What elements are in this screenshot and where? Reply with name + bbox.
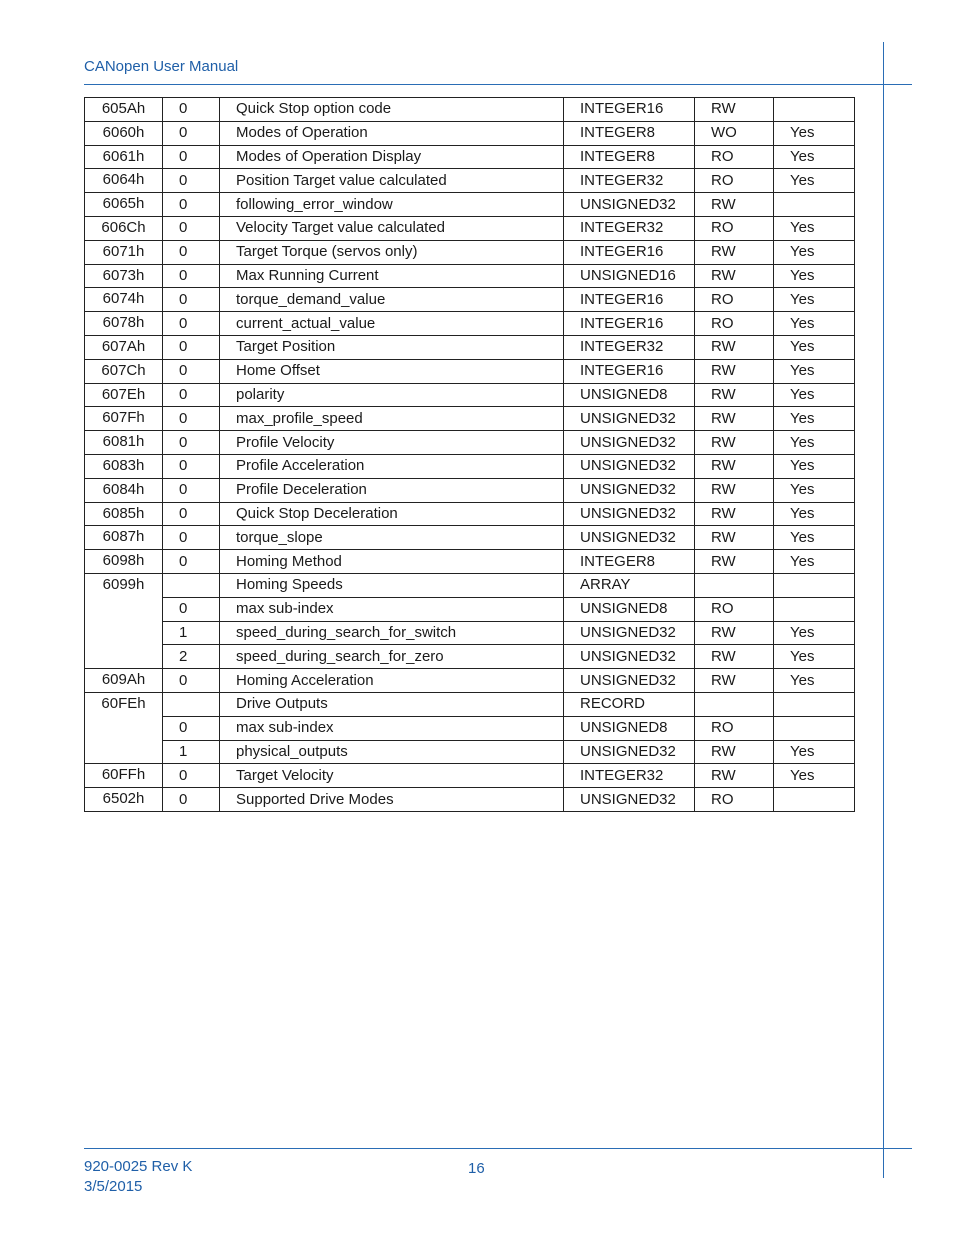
cell-name: max sub-index — [220, 716, 564, 740]
cell-name: Drive Outputs — [220, 692, 564, 716]
table-row — [85, 169, 855, 193]
cell-subindex: 0 — [163, 98, 220, 122]
cell-access: RW — [695, 764, 774, 788]
cell-index: 6085h — [85, 502, 163, 526]
cell-data-type: UNSIGNED32 — [564, 407, 695, 431]
table-row — [85, 716, 855, 740]
table-body — [85, 98, 855, 812]
table-row — [85, 478, 855, 502]
table-row — [85, 431, 855, 455]
cell-mappable: Yes — [774, 526, 855, 550]
cell-index: 6098h — [85, 550, 163, 574]
cell-index: 6060h — [85, 121, 163, 145]
cell-name: Position Target value calculated — [220, 169, 564, 193]
cell-access — [695, 692, 774, 716]
cell-index: 60FFh — [85, 764, 163, 788]
cell-access: RO — [695, 145, 774, 169]
cell-data-type: INTEGER16 — [564, 288, 695, 312]
table-row — [85, 264, 855, 288]
cell-data-type: INTEGER8 — [564, 550, 695, 574]
cell-data-type: INTEGER32 — [564, 764, 695, 788]
cell-access: RO — [695, 788, 774, 812]
cell-index: 607Ch — [85, 359, 163, 383]
cell-index: 6074h — [85, 288, 163, 312]
cell-data-type: INTEGER16 — [564, 312, 695, 336]
cell-name: Target Position — [220, 335, 564, 359]
cell-mappable: Yes — [774, 669, 855, 693]
cell-subindex: 0 — [163, 383, 220, 407]
cell-name: Profile Velocity — [220, 431, 564, 455]
cell-mappable: Yes — [774, 359, 855, 383]
cell-name: torque_slope — [220, 526, 564, 550]
cell-access: RW — [695, 431, 774, 455]
table-row — [85, 383, 855, 407]
cell-subindex: 0 — [163, 240, 220, 264]
cell-index: 6502h — [85, 788, 163, 812]
cell-subindex: 2 — [163, 645, 220, 669]
cell-subindex: 0 — [163, 788, 220, 812]
footer-date: 3/5/2015 — [84, 1178, 143, 1195]
cell-mappable: Yes — [774, 645, 855, 669]
cell-data-type: UNSIGNED32 — [564, 669, 695, 693]
cell-data-type: INTEGER8 — [564, 121, 695, 145]
cell-access: RW — [695, 526, 774, 550]
object-dictionary-table — [84, 97, 855, 812]
table-row — [85, 288, 855, 312]
table-row — [85, 764, 855, 788]
cell-subindex: 0 — [163, 145, 220, 169]
cell-index: 6081h — [85, 431, 163, 455]
cell-mappable — [774, 98, 855, 122]
cell-access: RW — [695, 502, 774, 526]
cell-subindex: 0 — [163, 121, 220, 145]
cell-mappable: Yes — [774, 478, 855, 502]
cell-name: Velocity Target value calculated — [220, 216, 564, 240]
cell-index: 607Fh — [85, 407, 163, 431]
cell-subindex: 1 — [163, 740, 220, 764]
cell-subindex: 0 — [163, 288, 220, 312]
table-row — [85, 193, 855, 217]
cell-name: Modes of Operation Display — [220, 145, 564, 169]
cell-mappable — [774, 716, 855, 740]
cell-subindex: 1 — [163, 621, 220, 645]
cell-index: 605Ah — [85, 98, 163, 122]
cell-access: RO — [695, 169, 774, 193]
cell-access: RO — [695, 597, 774, 621]
cell-name: Quick Stop Deceleration — [220, 502, 564, 526]
cell-mappable: Yes — [774, 216, 855, 240]
table-row — [85, 407, 855, 431]
cell-index: 6065h — [85, 193, 163, 217]
cell-data-type: UNSIGNED8 — [564, 597, 695, 621]
cell-index: 607Ah — [85, 335, 163, 359]
table-row — [85, 597, 855, 621]
cell-data-type: UNSIGNED8 — [564, 716, 695, 740]
cell-name: Homing Acceleration — [220, 669, 564, 693]
table-row — [85, 526, 855, 550]
cell-access: RW — [695, 240, 774, 264]
cell-subindex: 0 — [163, 359, 220, 383]
cell-access: RW — [695, 645, 774, 669]
cell-data-type: ARRAY — [564, 573, 695, 597]
cell-access: RO — [695, 716, 774, 740]
cell-name: current_actual_value — [220, 312, 564, 336]
cell-access: RW — [695, 669, 774, 693]
cell-subindex: 0 — [163, 526, 220, 550]
cell-access: RW — [695, 335, 774, 359]
cell-mappable: Yes — [774, 312, 855, 336]
table-row — [85, 788, 855, 812]
cell-mappable: Yes — [774, 169, 855, 193]
table-row — [85, 645, 855, 669]
cell-data-type: INTEGER16 — [564, 240, 695, 264]
cell-access: RW — [695, 98, 774, 122]
cell-data-type: INTEGER8 — [564, 145, 695, 169]
cell-access: RW — [695, 550, 774, 574]
cell-subindex: 0 — [163, 550, 220, 574]
cell-index: 606Ch — [85, 216, 163, 240]
table-row — [85, 335, 855, 359]
cell-name: torque_demand_value — [220, 288, 564, 312]
cell-data-type: INTEGER32 — [564, 216, 695, 240]
cell-access: RW — [695, 193, 774, 217]
cell-data-type: INTEGER16 — [564, 98, 695, 122]
cell-data-type: UNSIGNED8 — [564, 383, 695, 407]
cell-subindex: 0 — [163, 407, 220, 431]
table-row — [85, 502, 855, 526]
cell-mappable: Yes — [774, 550, 855, 574]
cell-name: Profile Acceleration — [220, 454, 564, 478]
page-header-title: CANopen User Manual — [84, 58, 239, 75]
cell-access: WO — [695, 121, 774, 145]
cell-mappable: Yes — [774, 431, 855, 455]
table-row — [85, 312, 855, 336]
cell-mappable: Yes — [774, 121, 855, 145]
cell-name: Target Torque (servos only) — [220, 240, 564, 264]
cell-subindex — [163, 692, 220, 716]
footer-doc-number: 920-0025 Rev K — [84, 1158, 193, 1175]
cell-data-type: INTEGER32 — [564, 169, 695, 193]
page-number: 16 — [468, 1160, 485, 1177]
cell-mappable: Yes — [774, 383, 855, 407]
cell-name: Target Velocity — [220, 764, 564, 788]
cell-data-type: UNSIGNED32 — [564, 621, 695, 645]
cell-data-type: INTEGER32 — [564, 335, 695, 359]
cell-mappable: Yes — [774, 764, 855, 788]
cell-subindex: 0 — [163, 431, 220, 455]
cell-mappable: Yes — [774, 240, 855, 264]
table-row — [85, 359, 855, 383]
cell-name: Modes of Operation — [220, 121, 564, 145]
cell-subindex: 0 — [163, 193, 220, 217]
cell-mappable: Yes — [774, 288, 855, 312]
cell-access: RW — [695, 740, 774, 764]
cell-subindex: 0 — [163, 264, 220, 288]
cell-mappable — [774, 788, 855, 812]
cell-index: 609Ah — [85, 669, 163, 693]
footer-info — [84, 1157, 192, 1197]
cell-mappable: Yes — [774, 740, 855, 764]
cell-name: Home Offset — [220, 359, 564, 383]
cell-name: Max Running Current — [220, 264, 564, 288]
cell-name: Supported Drive Modes — [220, 788, 564, 812]
cell-index: 6099h — [85, 573, 163, 668]
cell-access: RO — [695, 312, 774, 336]
cell-name: Quick Stop option code — [220, 98, 564, 122]
cell-mappable — [774, 573, 855, 597]
cell-subindex — [163, 573, 220, 597]
table-row — [85, 621, 855, 645]
footer-rule — [84, 1148, 912, 1149]
cell-name: Profile Deceleration — [220, 478, 564, 502]
cell-mappable — [774, 193, 855, 217]
cell-subindex: 0 — [163, 716, 220, 740]
cell-data-type: INTEGER16 — [564, 359, 695, 383]
cell-subindex: 0 — [163, 454, 220, 478]
cell-data-type: UNSIGNED32 — [564, 193, 695, 217]
cell-mappable: Yes — [774, 407, 855, 431]
cell-data-type: UNSIGNED16 — [564, 264, 695, 288]
cell-index: 6064h — [85, 169, 163, 193]
cell-subindex: 0 — [163, 335, 220, 359]
cell-access: RW — [695, 454, 774, 478]
table-row — [85, 550, 855, 574]
table-row — [85, 216, 855, 240]
cell-access: RW — [695, 359, 774, 383]
cell-data-type: UNSIGNED32 — [564, 740, 695, 764]
cell-index: 6083h — [85, 454, 163, 478]
cell-access: RO — [695, 216, 774, 240]
cell-access: RW — [695, 383, 774, 407]
cell-index: 6071h — [85, 240, 163, 264]
cell-name: speed_during_search_for_zero — [220, 645, 564, 669]
cell-index: 6084h — [85, 478, 163, 502]
cell-name: following_error_window — [220, 193, 564, 217]
cell-name: max sub-index — [220, 597, 564, 621]
table-row — [85, 692, 855, 716]
cell-mappable: Yes — [774, 502, 855, 526]
cell-subindex: 0 — [163, 169, 220, 193]
cell-index: 6078h — [85, 312, 163, 336]
cell-subindex: 0 — [163, 312, 220, 336]
cell-data-type: UNSIGNED32 — [564, 526, 695, 550]
cell-name: Homing Method — [220, 550, 564, 574]
cell-data-type: UNSIGNED32 — [564, 645, 695, 669]
cell-index: 607Eh — [85, 383, 163, 407]
cell-name: Homing Speeds — [220, 573, 564, 597]
cell-index: 6061h — [85, 145, 163, 169]
table-row — [85, 740, 855, 764]
cell-data-type: UNSIGNED32 — [564, 431, 695, 455]
table-row — [85, 98, 855, 122]
cell-data-type: UNSIGNED32 — [564, 502, 695, 526]
cell-index: 60FEh — [85, 692, 163, 763]
cell-subindex: 0 — [163, 597, 220, 621]
cell-name: polarity — [220, 383, 564, 407]
cell-access: RW — [695, 478, 774, 502]
cell-access: RW — [695, 407, 774, 431]
cell-subindex: 0 — [163, 502, 220, 526]
cell-name: physical_outputs — [220, 740, 564, 764]
table-row — [85, 454, 855, 478]
cell-access: RW — [695, 621, 774, 645]
cell-subindex: 0 — [163, 764, 220, 788]
cell-name: speed_during_search_for_switch — [220, 621, 564, 645]
cell-data-type: UNSIGNED32 — [564, 454, 695, 478]
table-row — [85, 240, 855, 264]
cell-subindex: 0 — [163, 478, 220, 502]
cell-subindex: 0 — [163, 669, 220, 693]
cell-data-type: UNSIGNED32 — [564, 478, 695, 502]
cell-mappable — [774, 692, 855, 716]
cell-mappable — [774, 597, 855, 621]
table-row — [85, 145, 855, 169]
cell-access: RO — [695, 288, 774, 312]
table-row — [85, 669, 855, 693]
cell-subindex: 0 — [163, 216, 220, 240]
table-row — [85, 573, 855, 597]
table-row — [85, 121, 855, 145]
cell-data-type: RECORD — [564, 692, 695, 716]
cell-name: max_profile_speed — [220, 407, 564, 431]
header-rule — [84, 84, 912, 85]
cell-mappable: Yes — [774, 454, 855, 478]
cell-mappable: Yes — [774, 621, 855, 645]
cell-mappable: Yes — [774, 264, 855, 288]
cell-access: RW — [695, 264, 774, 288]
margin-rule — [883, 42, 884, 1178]
cell-index: 6073h — [85, 264, 163, 288]
cell-index: 6087h — [85, 526, 163, 550]
cell-mappable: Yes — [774, 145, 855, 169]
cell-data-type: UNSIGNED32 — [564, 788, 695, 812]
cell-access — [695, 573, 774, 597]
cell-mappable: Yes — [774, 335, 855, 359]
